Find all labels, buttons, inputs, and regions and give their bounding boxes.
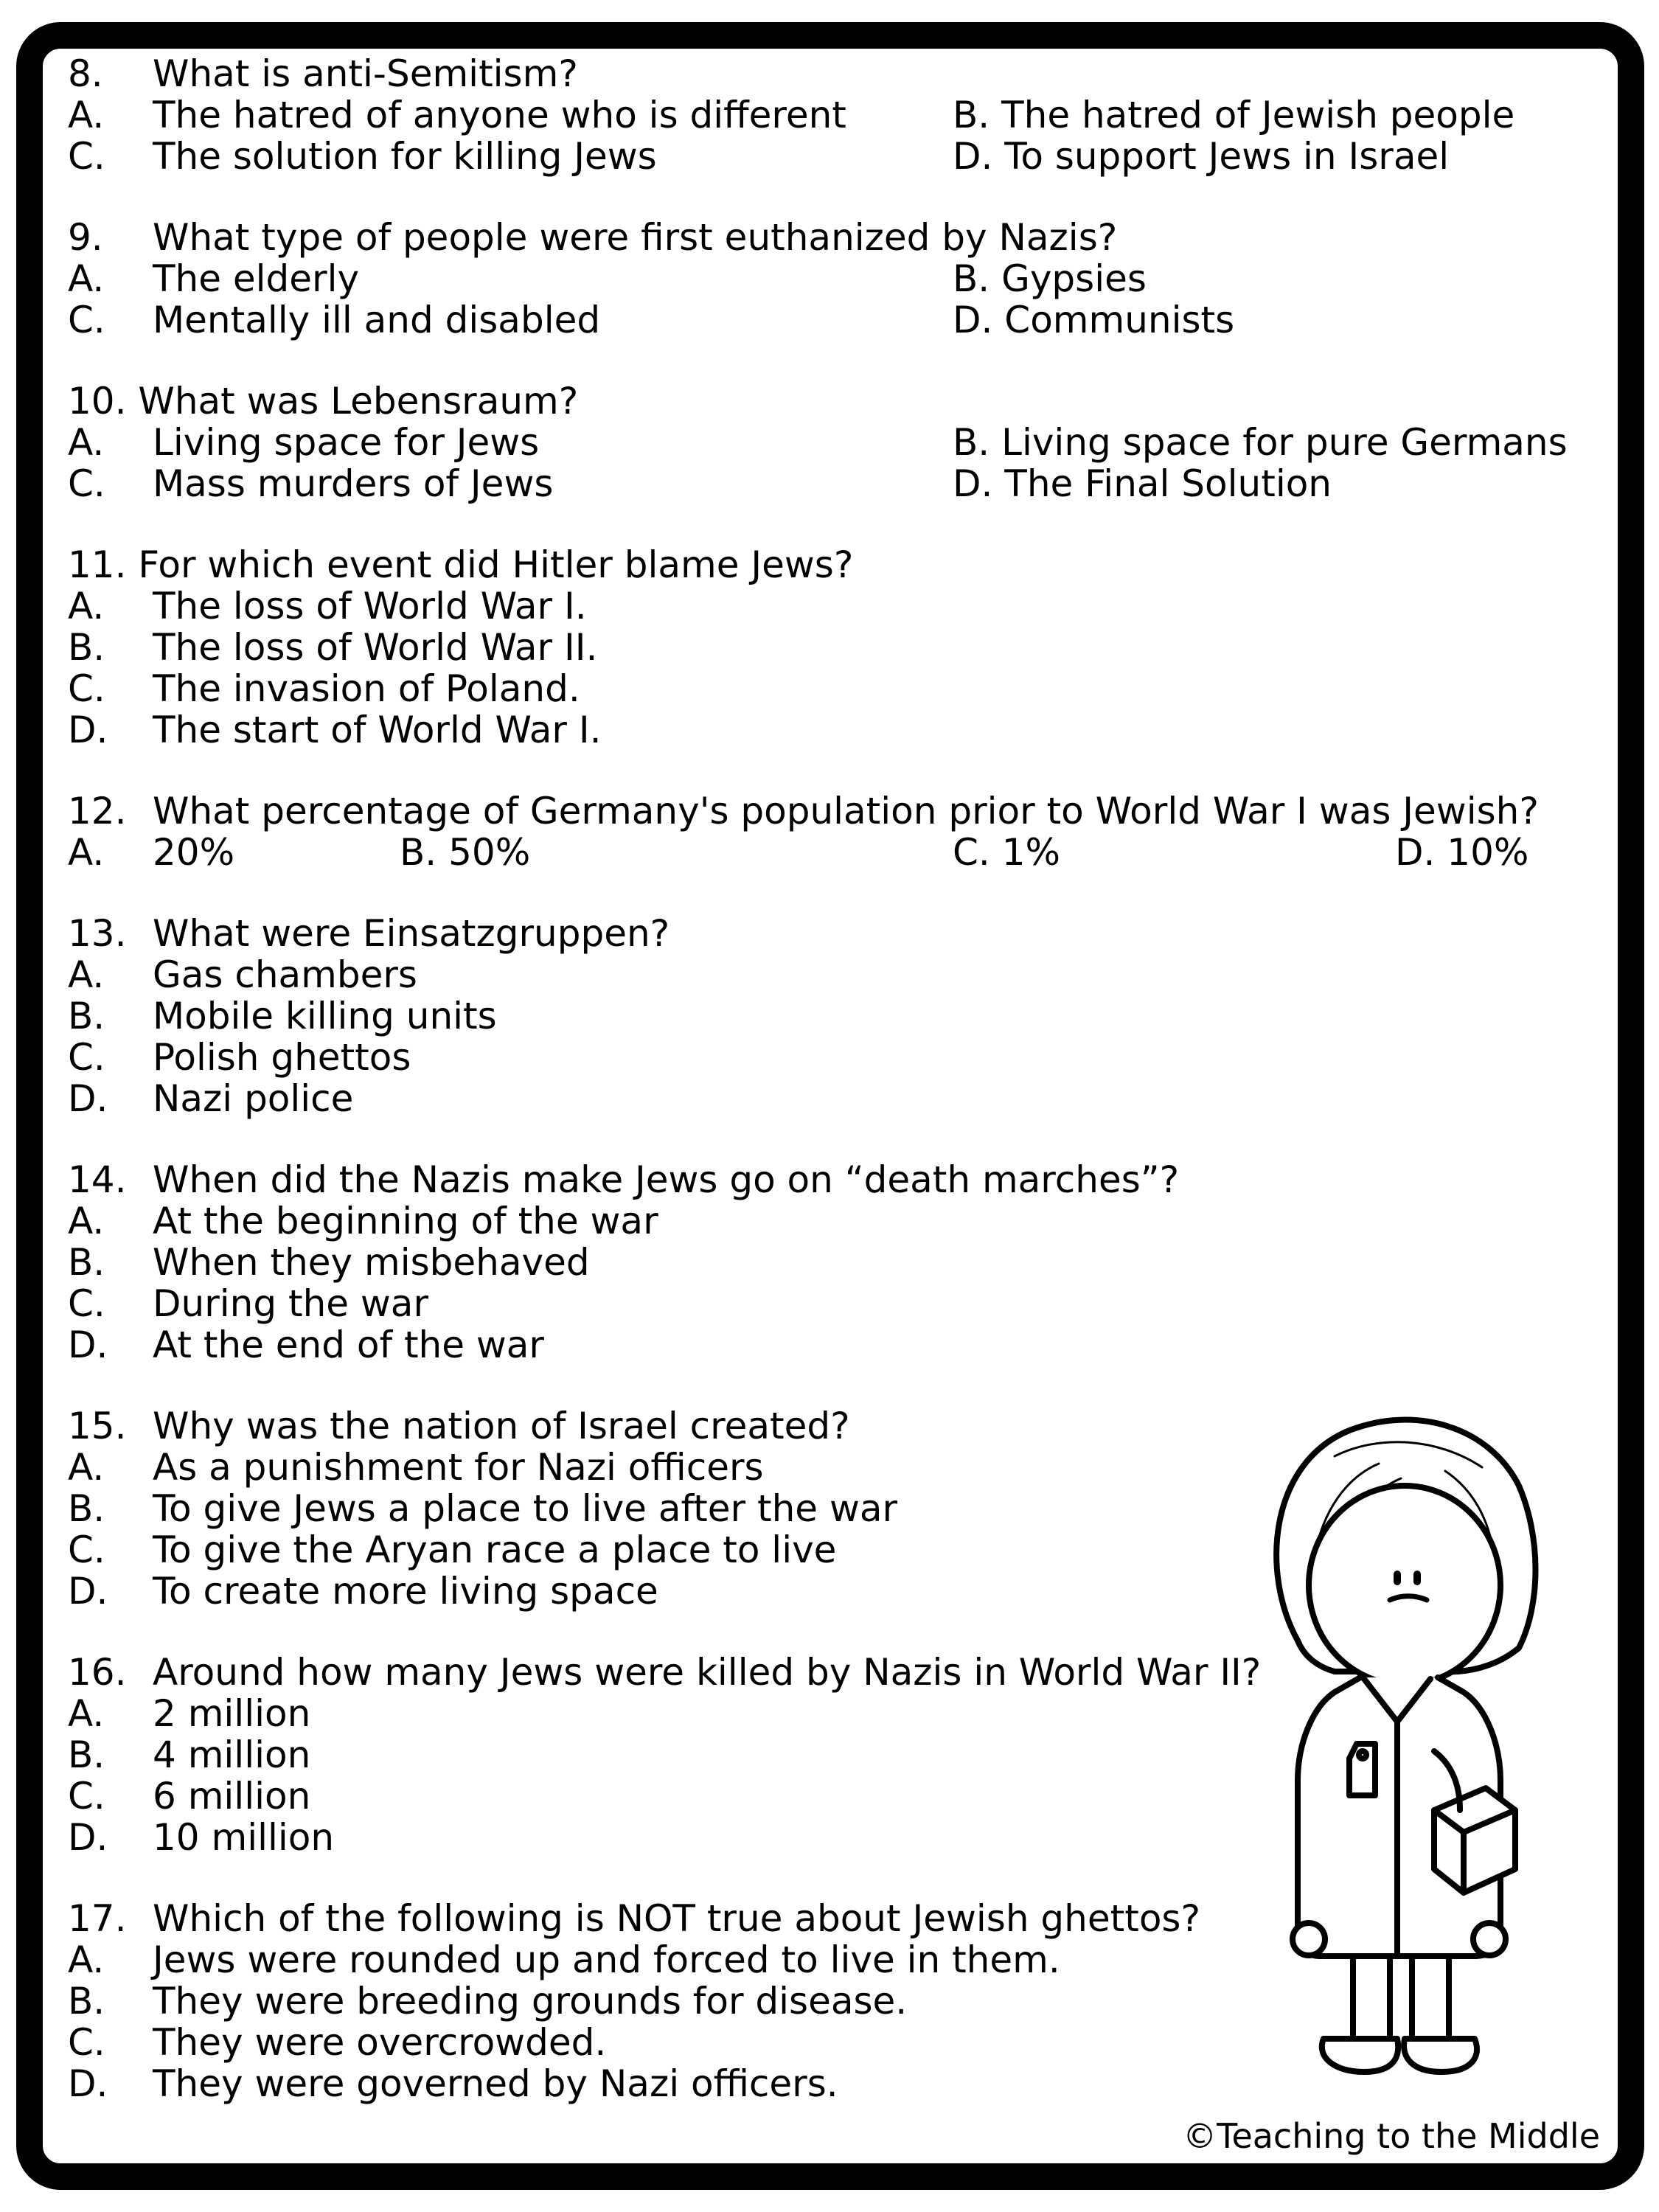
answer-b: B. 50% bbox=[400, 831, 531, 874]
answer-row bbox=[68, 421, 1568, 464]
answer-c: Polish ghettos bbox=[153, 1036, 411, 1079]
answer-label: C. bbox=[68, 462, 105, 505]
answer-row bbox=[68, 1324, 1557, 1366]
answer-label: C. bbox=[68, 1528, 105, 1571]
answer-d: D. The Final Solution bbox=[953, 462, 1332, 505]
answer-label: A. bbox=[68, 831, 105, 874]
answer-d: At the end of the war bbox=[153, 1324, 544, 1366]
question-12 bbox=[68, 790, 1557, 832]
answer-c: The solution for killing Jews bbox=[153, 135, 657, 178]
question-9 bbox=[68, 217, 1557, 258]
answer-row bbox=[68, 1242, 1557, 1283]
answer-label: A. bbox=[68, 257, 105, 300]
question-number: 9. bbox=[68, 216, 103, 259]
answer-row bbox=[68, 299, 1557, 341]
answer-label: A. bbox=[68, 421, 105, 464]
answer-label: B. bbox=[68, 1980, 105, 2023]
answer-label: C. bbox=[68, 135, 105, 178]
answer-d: Nazi police bbox=[153, 1077, 354, 1120]
answer-label: D. bbox=[68, 1324, 108, 1366]
question-text: What type of people were first euthanized by Nazis? bbox=[153, 216, 1118, 259]
answer-c: 6 million bbox=[153, 1775, 311, 1818]
answer-a: At the beginning of the war bbox=[153, 1200, 658, 1242]
answer-row bbox=[68, 463, 1557, 504]
question-text: 10. What was Lebensraum? bbox=[68, 380, 579, 422]
answer-d: D. 10% bbox=[1395, 831, 1529, 874]
answer-a: The hatred of anyone who is different bbox=[153, 94, 846, 136]
question-13 bbox=[68, 913, 1557, 954]
answer-row bbox=[68, 627, 1557, 668]
answer-row bbox=[68, 1078, 1557, 1119]
answer-label: A. bbox=[68, 1446, 105, 1489]
question-11 bbox=[68, 544, 1557, 585]
question-number: 13. bbox=[68, 912, 127, 955]
question-14 bbox=[68, 1159, 1557, 1200]
answer-row bbox=[68, 136, 1557, 177]
answer-row bbox=[68, 832, 1557, 873]
answer-d: The start of World War I. bbox=[153, 709, 602, 751]
answer-c: The invasion of Poland. bbox=[153, 667, 580, 710]
answer-c: They were overcrowded. bbox=[153, 2021, 607, 2064]
answer-a: Jews were rounded up and forced to live in them. bbox=[153, 1938, 1060, 1981]
answer-a: 20% bbox=[153, 831, 235, 874]
answer-row bbox=[68, 1037, 1557, 1078]
answer-label: D. bbox=[68, 2062, 108, 2105]
answer-d: D. To support Jews in Israel bbox=[953, 135, 1450, 178]
answer-label: A. bbox=[68, 585, 105, 627]
question-number: 16. bbox=[68, 1651, 127, 1694]
question-number: 15. bbox=[68, 1405, 127, 1447]
answer-row bbox=[68, 1283, 1557, 1324]
question-text: What percentage of Germany's population prior to World War I was Jewish? bbox=[153, 790, 1539, 832]
question-10 bbox=[68, 380, 1557, 422]
question-text: When did the Nazis make Jews go on “death marches”? bbox=[153, 1158, 1180, 1201]
answer-d: To create more living space bbox=[153, 1570, 658, 1613]
answer-label: A. bbox=[68, 94, 105, 136]
answer-label: B. bbox=[68, 1733, 105, 1776]
answer-row bbox=[68, 954, 1557, 995]
answer-c: Mass murders of Jews bbox=[153, 462, 554, 505]
answer-label: A. bbox=[68, 1938, 105, 1981]
answer-label: C. bbox=[68, 1036, 105, 1079]
question-number: 12. bbox=[68, 790, 127, 832]
answer-row bbox=[68, 668, 1557, 709]
answer-label: A. bbox=[68, 953, 105, 996]
question-text: What is anti-Semitism? bbox=[153, 52, 578, 95]
answer-b: 4 million bbox=[153, 1733, 311, 1776]
answer-c: C. 1% bbox=[953, 831, 1061, 874]
answer-row bbox=[68, 995, 1557, 1037]
answer-b: They were breeding grounds for disease. bbox=[153, 1980, 908, 2023]
answer-label: C. bbox=[68, 667, 105, 710]
answer-b: When they misbehaved bbox=[153, 1241, 590, 1284]
answer-a: 2 million bbox=[153, 1692, 311, 1735]
answer-a: Gas chambers bbox=[153, 953, 417, 996]
answer-b: The loss of World War II. bbox=[153, 626, 598, 669]
answer-label: C. bbox=[68, 1282, 105, 1325]
question-number: 14. bbox=[68, 1158, 127, 1201]
answer-label: C. bbox=[68, 299, 105, 341]
question-number: 8. bbox=[68, 52, 103, 95]
answer-label: B. bbox=[68, 1487, 105, 1530]
answer-label: D. bbox=[68, 709, 108, 751]
question-text: Why was the nation of Israel created? bbox=[153, 1405, 850, 1447]
answer-c: During the war bbox=[153, 1282, 428, 1325]
answer-a: The loss of World War I. bbox=[153, 585, 587, 627]
question-text: 11. For which event did Hitler blame Jews? bbox=[68, 543, 854, 586]
question-text: What were Einsatzgruppen? bbox=[153, 912, 670, 955]
answer-a: As a punishment for Nazi officers bbox=[153, 1446, 764, 1489]
answer-label: D. bbox=[68, 1570, 108, 1613]
answer-label: D. bbox=[68, 1077, 108, 1120]
answer-label: B. bbox=[68, 1241, 105, 1284]
answer-b: B. Gypsies bbox=[953, 257, 1147, 300]
answer-a: Living space for Jews bbox=[153, 421, 540, 464]
answer-row bbox=[68, 1200, 1557, 1242]
answer-label: A. bbox=[68, 1200, 105, 1242]
answer-row bbox=[68, 709, 1557, 751]
answer-label: C. bbox=[68, 2021, 105, 2064]
answer-b: To give Jews a place to live after the war bbox=[153, 1487, 898, 1530]
answer-label: C. bbox=[68, 1775, 105, 1818]
answer-label: B. bbox=[68, 626, 105, 669]
question-text: Around how many Jews were killed by Nazis in World War II? bbox=[153, 1651, 1262, 1694]
answer-d: They were governed by Nazi officers. bbox=[153, 2062, 838, 2105]
answer-b: B. Living space for pure Germans bbox=[953, 421, 1568, 464]
answer-label: B. bbox=[68, 995, 105, 1037]
answer-label: D. bbox=[68, 1816, 108, 1859]
answer-b: B. The hatred of Jewish people bbox=[953, 94, 1515, 136]
answer-d: 10 million bbox=[153, 1816, 335, 1859]
question-number: 17. bbox=[68, 1897, 127, 1940]
answer-c: To give the Aryan race a place to live bbox=[153, 1528, 837, 1571]
answer-row bbox=[68, 258, 1557, 299]
copyright-credit: ©Teaching to the Middle bbox=[1183, 2116, 1600, 2156]
answer-row bbox=[68, 94, 1557, 136]
question-text: Which of the following is NOT true about Jewish ghettos? bbox=[153, 1897, 1200, 1940]
answer-c: Mentally ill and disabled bbox=[153, 299, 601, 341]
answer-b: Mobile killing units bbox=[153, 995, 497, 1037]
question-8 bbox=[68, 53, 1557, 94]
answer-a: The elderly bbox=[153, 257, 360, 300]
girl-with-suitcase-icon bbox=[1246, 1397, 1548, 2098]
answer-row bbox=[68, 585, 1557, 627]
answer-d: D. Communists bbox=[953, 299, 1235, 341]
answer-label: A. bbox=[68, 1692, 105, 1735]
